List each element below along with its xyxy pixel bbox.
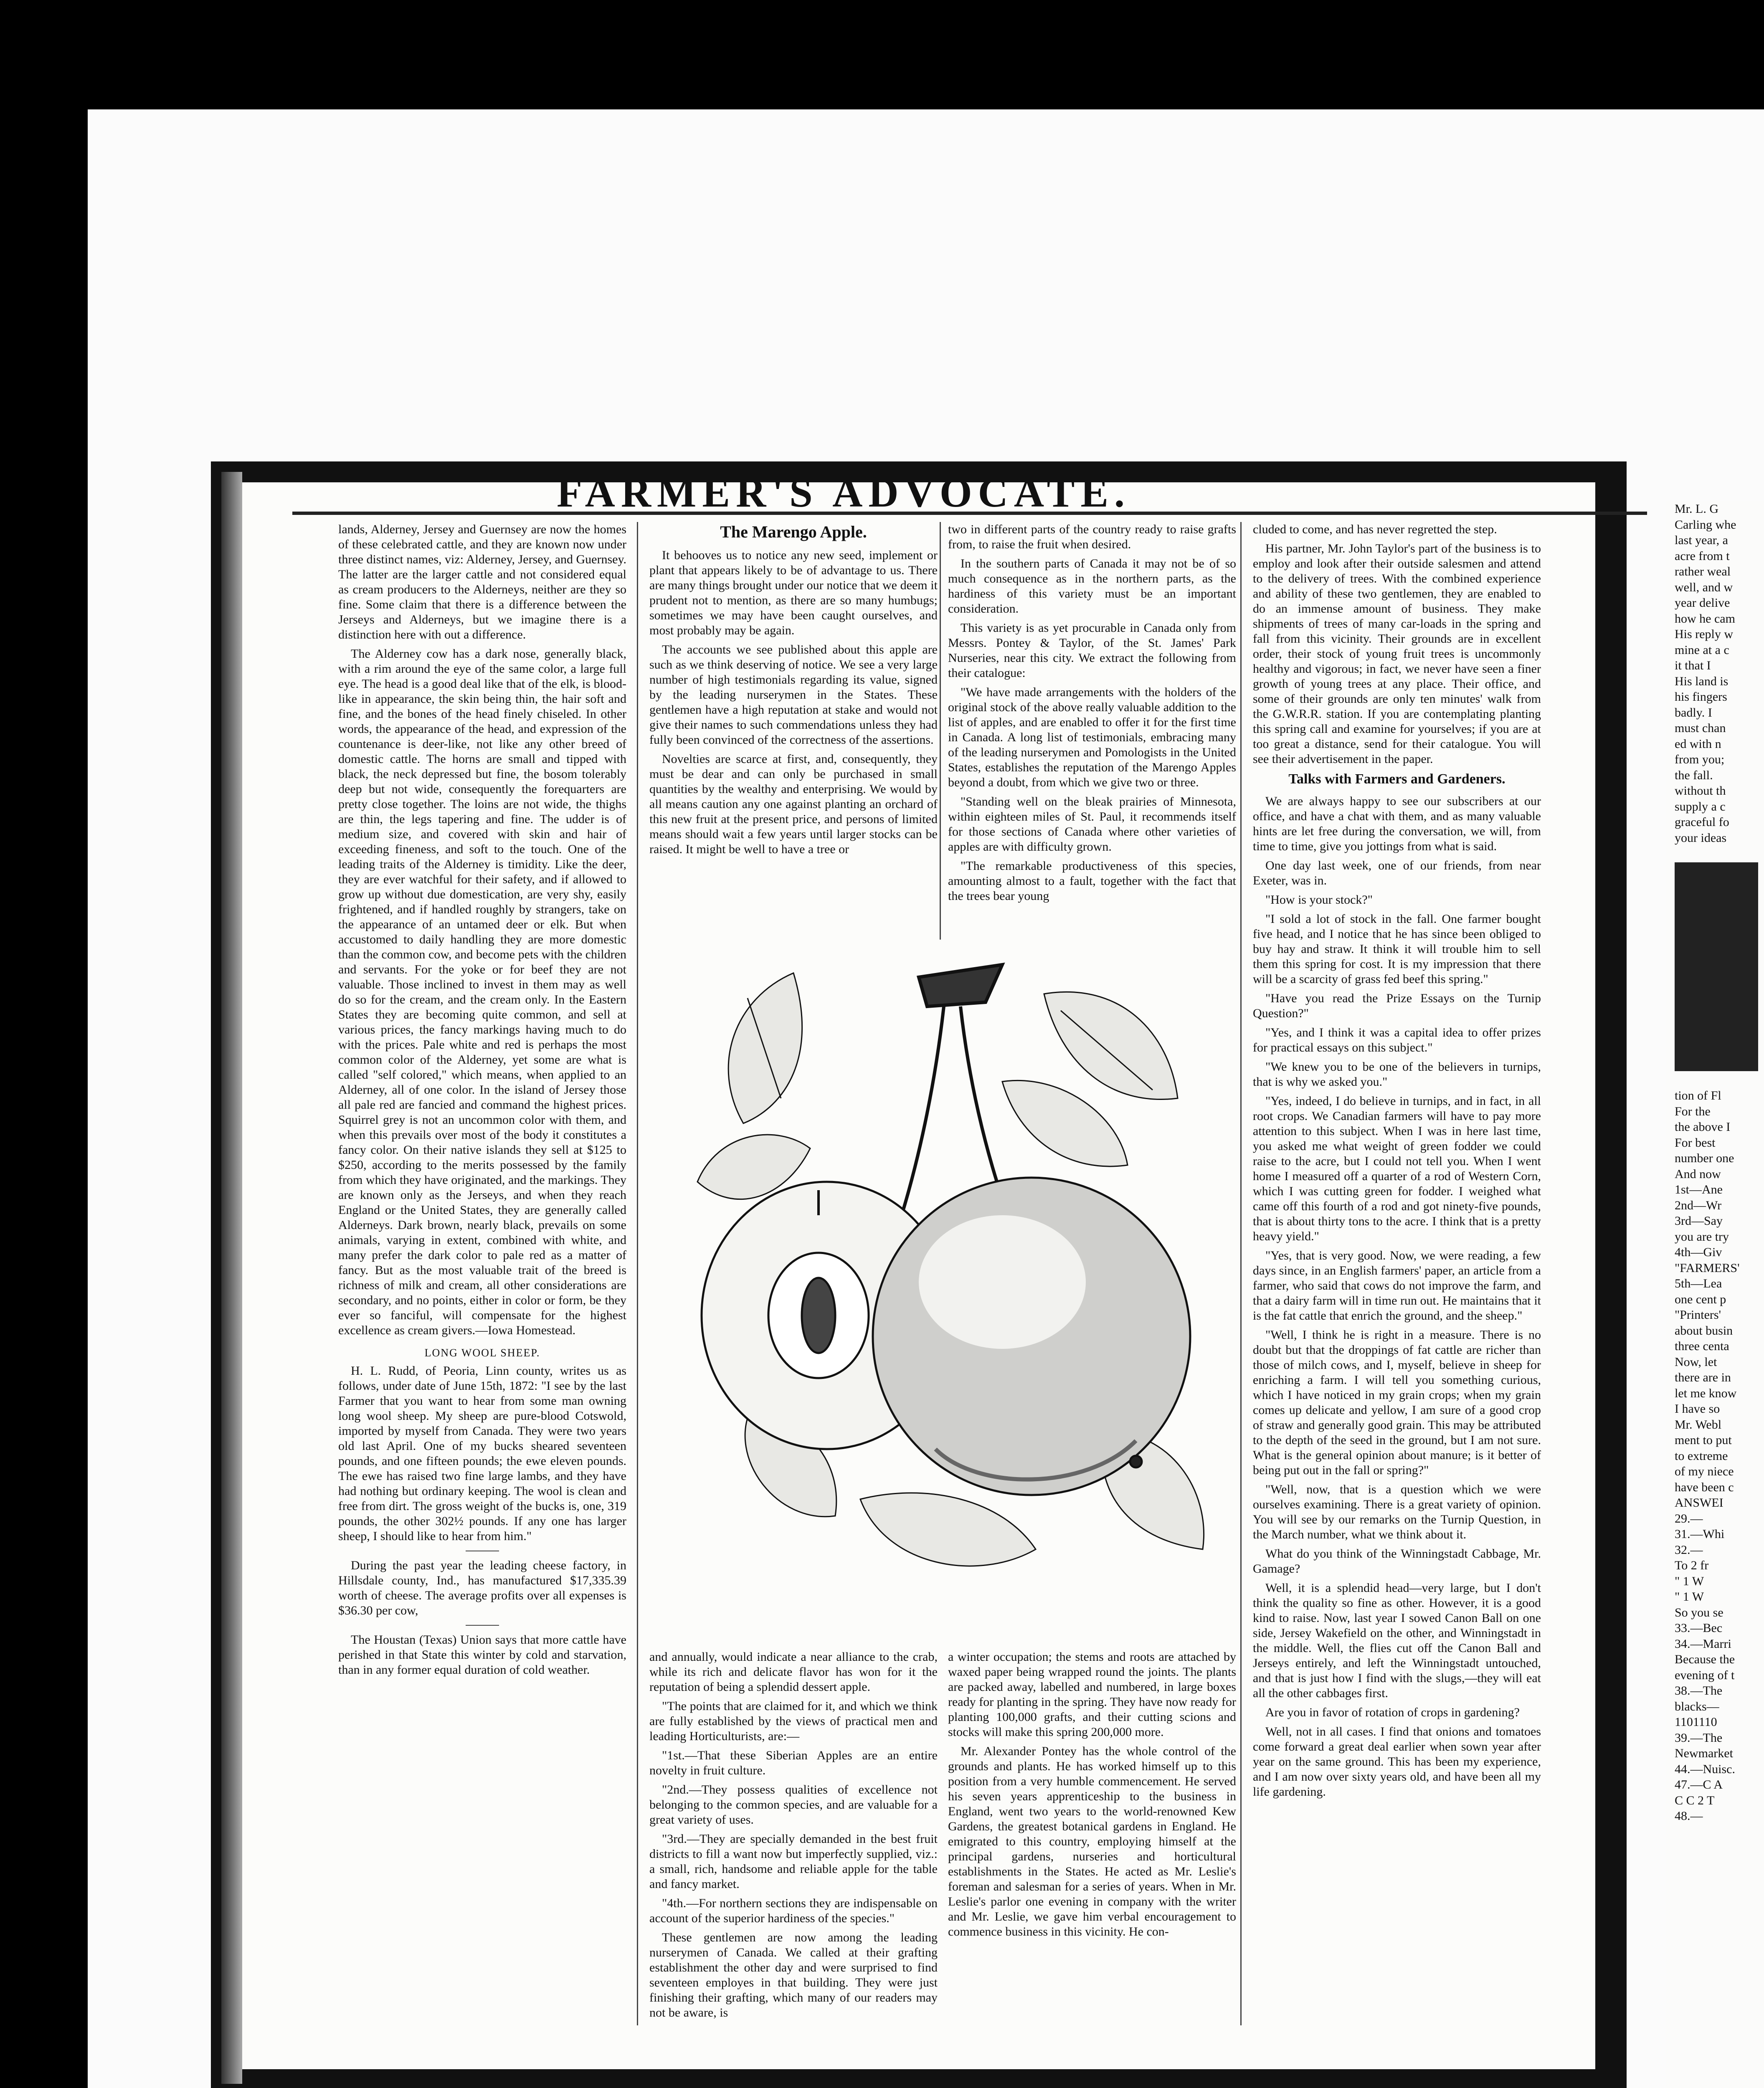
text-fragment: 1st—Ane (1675, 1183, 1723, 1196)
text-fragment: 32.— (1675, 1543, 1703, 1557)
paragraph: "Standing well on the bleak prairies of Minnesota, within eighteen miles of St. Paul, it recommends itself for those sections of Canada where other varieties of apples are with difficulty grown. (948, 795, 1236, 854)
text-fragment: graceful fo (1675, 815, 1729, 829)
paragraph: The accounts we see published about this apple are such as we think deserving of notice. We see a very large number of high testimonials regarding its value, signed by the leading nurserymen in the States. These gentlemen have a high reputation at stake and would not give their names to such commendations unless they had fully been convinced of the correctness of the assertions. (649, 643, 938, 747)
column-3-bottom (948, 1650, 1236, 2025)
text-fragment: C C 2 T (1675, 1793, 1715, 1807)
masthead: FARMER'S ADVOCATE. (556, 469, 1131, 507)
paragraph: The Houstan (Texas) Union says that more cattle have perished in that State this winter by cold and starvation, than in any former equal duration of cold weather. (338, 1633, 626, 1677)
text-fragment: Mr. Webl (1675, 1417, 1722, 1432)
paragraph: Well, it is a splendid head—very large, but I don't think the quality so fine as other. However, it is a good kind to raise. Now, last year I sowed Canon Ball on one side, Jersey Wakefield on the other, and Winningstadt in the middle. Well, the flies cut off the Canon Ball and Jerseys entirely, and left the Winningstadt untouched, and that is just how I find with the slugs,—they will eat all the other cabbages first. (1253, 1581, 1541, 1700)
text-fragment: badly. I (1675, 705, 1712, 720)
text-fragment: 31.—Whi (1675, 1527, 1725, 1541)
text-fragment: how he cam (1675, 611, 1735, 626)
paragraph: "We have made arrangements with the holders of the original stock of the above really valuable addition to the list of apples, and are enabled to offer it for the first time in Canada. A long list of testimonials, embracing many of the leading nurserymen and Pomologists in the United States, establishes the reputation of the Marengo Apples beyond a doubt, from which we give two or three. (948, 685, 1236, 789)
paragraph: "How is your stock?" (1265, 892, 1373, 907)
text-fragment: your ideas (1675, 831, 1727, 845)
text-fragment: you are try (1675, 1229, 1729, 1244)
paragraph: "Yes, that is very good. Now, we were reading, a few days since, in an English farmers' paper, an article from a farmer, who said that cows do not improve the farm, and that a dairy farm will in time run out. He maintains that it is the fat cattle that enrich the ground, and the sheep." (1253, 1248, 1541, 1323)
section-title-talks-with-farmers: Talks with Farmers and Gardeners. (1288, 771, 1505, 787)
paragraph: In the southern parts of Canada it may not be of so much consequence as in the northern parts, as the hardiness of this variety must be an important consideration. (948, 557, 1236, 616)
text-fragment: the above I (1675, 1120, 1731, 1134)
text-fragment: 1101110 (1675, 1715, 1717, 1729)
text-fragment: without th (1675, 784, 1726, 798)
text-fragment: blacks— (1675, 1699, 1719, 1713)
paragraph: Novelties are scarce at first, and, consequently, they must be dear and can only be purchased in small quantities by the wealthy and enterprising. We would by all means caution any one against planting an orchard of this new fruit at the present price, and persons of limited means should wait a few years until larger stocks can be raised. It might be well to have a tree or (649, 752, 938, 856)
text-fragment: Mr. L. G (1675, 502, 1718, 516)
text-fragment: mine at a c (1675, 643, 1729, 657)
text-fragment: So you se (1675, 1605, 1723, 1619)
text-fragment: year delive (1675, 596, 1730, 610)
text-fragment: 38.—The (1675, 1684, 1723, 1698)
paragraph: and annually, would indicate a near alliance to the crab, while its rich and delicate flavor has won for it the reputation of being a splendid dessert apple. (649, 1650, 938, 1694)
decorative-initial-icon (1675, 862, 1758, 1071)
text-fragment: 39.—The (1675, 1731, 1723, 1745)
paragraph: "1st.—That these Siberian Apples are an entire novelty in fruit culture. (649, 1748, 938, 1777)
text-fragment: 3rd—Say (1675, 1214, 1723, 1228)
text-fragment: " 1 W (1675, 1574, 1704, 1588)
column-divider (637, 522, 638, 2025)
column-3-top (948, 522, 1236, 940)
text-fragment: of my niece (1675, 1465, 1734, 1478)
column-divider (940, 522, 941, 940)
marengo-apple-illustration (685, 948, 1244, 1641)
text-fragment: "FARMERS' (1675, 1261, 1740, 1275)
paragraph: What do you think of the Winningstadt Cabbage, Mr. Gamage? (1253, 1546, 1541, 1576)
paragraph: This variety is as yet procurable in Canada only from Messrs. Pontey & Taylor, of the St. James' Park Nurseries, near this city. We extract the following from their catalogue: (948, 621, 1236, 680)
paragraph: "Well, I think he is right in a measure. There is no doubt but that the droppings of fat cattle are richer than those of milch cows, and I, myself, believe in sheep for enriching a farm. I will tell you something curious, which I have noticed in my grain crops; when my grain comes up delicate and yellow, I am sure of a good crop of straw and generally good grain. This may be attributed to the depth of the seed in the ground, but I am not sure. What is the general opinion about manure; is it better of being put out in the fall or spring?" (1253, 1328, 1541, 1477)
text-fragment: His land is (1675, 674, 1729, 688)
text-fragment: about busin (1675, 1323, 1733, 1338)
paragraph: Are you in favor of rotation of crops in gardening? (1265, 1705, 1520, 1719)
paragraph: It behooves us to notice any new seed, implement or plant that appears likely to be of advantage to us. There are many things brought under our notice that we deem it prudent not to mention, as there are so many humbugs; sometimes we may have been caught ourselves, and most probably may be again. (649, 548, 938, 637)
paragraph: The Alderney cow has a dark nose, generally black, with a rim around the eye of the same color, a large full eye. The head is a good deal like that of the elk, is blood-like in appearance, the skin being thin, the hair soft and fine, and the bones of the head finely chiseled. In other words, the appearance of the head, and expression of the countenance is deer-like, not like any other breed of domestic cattle. The horns are small and tipped with black, the neck depressed but fine, the bosom tolerably deep but not wide, consequently the forequarters are pretty close together. The loins are not wide, the thighs are thin, the legs tapering and fine. The udder is of medium size, and covered with skin and hair of exceeding fineness, and soft to the touch. One of the leading traits of the Alderney is timidity. Like the deer, they are ever watchful for their safety, and if allowed to grow up without due domestication, are very shy, easily frightened, and if handled roughly by strangers, take on the appearance of an untamed deer or elk. But when accustomed to daily handling they are more domestic than the common cow, and become pets with the children and servants. For the yoke or for beef they are not valuable. Those inclined to invest in them may as well do so for the cream, and the cream only. In the Eastern States they are becoming quite common, and sell at various prices, the fancy markings having much to do with the prices. Pale white and red is perhaps the most common color of the Alderney, yet some are what is called "self colored," which means, when applied to an Alderney, all of one color. In the island of Jersey those all pale red are fancied and command the highest prices. Squirrel grey is not an uncommon color with them, and when this prevails over most of the body it constitutes a fancy color. On their native islands they sell at $125 to $250, according to the merits possessed by the family from which they have originated, and the markings. They are known only as the Jerseys, and when they reach England or the United States, they are generally called Alderneys. Dark brown, nearly black, prevails on some animals, varying in extent, combined with white, and many prefer the dark color to pale red as a matter of fancy. But as the most valuable trait of the breed is richness of milk and cream, all other considerations are secondary, and no points, either in color or form, be they ever so fanciful, will compensate for the highest excellence as cream givers.—Iowa Homestead. (338, 647, 626, 1337)
column-4 (1253, 522, 1541, 2025)
text-fragment: ANSWEI (1675, 1496, 1723, 1510)
facing-page-strip (1666, 501, 1764, 2088)
text-fragment: to extreme (1675, 1449, 1728, 1463)
paragraph: "3rd.—They are specially demanded in the best fruit districts to fill a want now but imperfectly supplied, viz.: a small, rich, handsome and reliable apple for the table and fancy market. (649, 1832, 938, 1891)
text-fragment: And now (1675, 1167, 1721, 1181)
text-fragment: Now, let (1675, 1355, 1717, 1369)
facing-page-text-top (1666, 501, 1764, 846)
paragraph: "We knew you to be one of the believers in turnips, that is why we asked you." (1253, 1059, 1541, 1089)
text-fragment: For the (1675, 1104, 1711, 1118)
text-fragment: number one (1675, 1151, 1734, 1165)
paragraph: lands, Alderney, Jersey and Guernsey are now the homes of these celebrated cattle, and they are known now under three distinct names, viz: Alderney, Jersey, and Guernsey. The latter are the larger cattle and not considered equal as cream producers to the Alderneys, neither are they so fine. Some claim that there is a difference between the Jerseys and Alderneys, but we imagine there is a distinction here with out a difference. (338, 522, 626, 641)
text-fragment: 48.— (1675, 1809, 1703, 1823)
text-fragment: 29.— (1675, 1511, 1703, 1525)
facing-page-text-bottom (1666, 1088, 1764, 1824)
paragraph: One day last week, one of our friends, from near Exeter, was in. (1253, 858, 1541, 887)
paragraph: These gentlemen are now among the leading nurserymen of Canada. We called at their grafting establishment the other day and were surprised to find seventeen employes in that building. They were just finishing their grafting, which many of our readers may not be aware, is (649, 1931, 938, 2020)
paragraph: His partner, Mr. John Taylor's part of the business is to employ and look after their outside salesmen and attend to the delivery of trees. With the combined experience and ability of these two gentlemen, they are enabled to do an immense amount of business. They make shipments of trees of many car-loads in the spring and fall from this vicinity. Their grounds are in excellent order, their stock of young fruit trees is uncommonly healthy and vigorous; in fact, we never have seen a finer growth of young trees at any place. Their office, and some of their grounds are only ten minutes' walk from the G.W.R.R. station. If you are contemplating planting this spring call and examine for yourselves; if you are at too great a distance, send for their catalogue. You will see their advertisement in the paper. (1253, 542, 1541, 766)
text-fragment: ed with n (1675, 737, 1721, 751)
text-fragment: ment to put (1675, 1433, 1732, 1447)
text-fragment: last year, a (1675, 533, 1728, 547)
paragraph: "I sold a lot of stock in the fall. One farmer bought five head, and I notice that he has since been obliged to buy hay and straw. It think it will trouble him to sell them this spring for cost. It is my impression that there will be a scarcity of grass fed beef this spring." (1253, 912, 1541, 986)
paragraph: "Yes, and I think it was a capital idea to offer prizes for practical essays on this subject." (1253, 1025, 1541, 1054)
text-fragment: three centa (1675, 1339, 1729, 1353)
paragraph: a winter occupation; the stems and roots are attached by waxed paper being wrapped round the joints. The plants are packed away, labelled and numbered, in large boxes ready for planting in the spring. They have now ready for planting 100,000 grafts, and their cutting scions and stocks will make this spring 200,000 more. (948, 1650, 1236, 1739)
text-fragment: one cent p (1675, 1292, 1726, 1306)
page-gutter (221, 472, 242, 2084)
text-fragment: let me know (1675, 1386, 1737, 1400)
separator (466, 1625, 499, 1626)
text-fragment: 34.—Marri (1675, 1637, 1731, 1651)
text-fragment: must chan (1675, 721, 1726, 735)
text-fragment: there are in (1675, 1371, 1731, 1384)
text-fragment: "Printers' (1675, 1308, 1721, 1322)
text-fragment: the fall. (1675, 768, 1713, 782)
text-fragment: 4th—Giv (1675, 1245, 1722, 1259)
text-fragment: 33.—Bec (1675, 1621, 1723, 1635)
paragraph: During the past year the leading cheese factory, in Hillsdale county, Ind., has manufactured $17,335.39 worth of cheese. The average profits over all expenses is $36.30 per cow, (338, 1558, 626, 1618)
text-fragment: acre from t (1675, 549, 1730, 563)
column-2-top (649, 522, 938, 940)
paragraph: "The remarkable productiveness of this species, amounting almost to a fault, together with the fact that the trees bear young (948, 859, 1236, 903)
section-title-long-wool-sheep: LONG WOOL SHEEP. (424, 1347, 540, 1359)
paragraph: We are always happy to see our subscribers at our office, and have a chat with them, and as many valuable hints are let free during the conversation, we will, from time to time, give you jottings from what is said. (1253, 794, 1541, 853)
paragraph: "The points that are claimed for it, and which we think are fully established by the views of practical men and leading Horticulturists, are:— (649, 1699, 938, 1743)
text-fragment: rather weal (1675, 565, 1731, 578)
text-fragment: His reply w (1675, 627, 1733, 641)
text-fragment: supply a c (1675, 799, 1726, 813)
text-fragment: from you; (1675, 753, 1725, 766)
text-fragment: his fingers (1675, 690, 1727, 704)
paragraph: "4th.—For northern sections they are indispensable on account of the superior hardiness of the species." (649, 1896, 938, 1925)
text-fragment: 44.—Nuisc. (1675, 1762, 1735, 1776)
text-fragment: To 2 fr (1675, 1558, 1709, 1572)
paragraph: "Well, now, that is a question which we were ourselves examining. There is a great variety of opinion. You will see by our remarks on the Turnip Question, in the March number, what we think about it. (1253, 1482, 1541, 1541)
whole-apple-icon (873, 1178, 1190, 1495)
text-fragment: have been c (1675, 1480, 1734, 1494)
article-title-marengo-apple: The Marengo Apple. (720, 522, 867, 541)
text-fragment: 47.—C A (1675, 1778, 1723, 1792)
text-fragment: " 1 W (1675, 1590, 1704, 1604)
paragraph: H. L. Rudd, of Peoria, Linn county, writes us as follows, under date of June 15th, 1872: "I see by the last Farmer that you want to hear from some man owning long wool sheep. My sheep are pure-blood Cotswold, imported by myself from Canada. They were two years old last April. One of my bucks sheared seventeen pounds, and one fifteen pounds; the ewe eleven pounds. The ewe has raised two fine large lambs, and they have had nothing but ordinary keeping. The wool is clean and free from dirt. The gross weight of the bucks is, one, 319 pounds, the other 302½ pounds. If any one has larger sheep, I should like to hear from him." (338, 1364, 626, 1543)
text-fragment: tion of Fl (1675, 1089, 1721, 1102)
text-fragment: evening of t (1675, 1668, 1735, 1682)
text-fragment: Newmarket (1675, 1746, 1733, 1760)
text-fragment: 5th—Lea (1675, 1277, 1722, 1290)
paragraph: "2nd.—They possess qualities of excellence not belonging to the common species, and are valuable for a great variety of uses. (649, 1783, 938, 1827)
text-fragment: Carling whe (1675, 517, 1736, 532)
paragraph: cluded to come, and has never regretted the step. (1253, 522, 1497, 536)
paragraph: Mr. Alexander Pontey has the whole control of the grounds and plants. He has worked himself up to this position from a very humble commencement. He served his seven years apprenticeship to the business in England, went two years to the world-renowned Kew Gardens, the greatest botanical gardens in England. He emigrated to this country, employing himself at the principal gardens, nurseries and horticultural establishments in the States. He acted as Mr. Leslie's foreman and salesman for a series of years. When in Mr. Leslie's parlor one evening in company with the writer and Mr. Leslie, we gave him verbal encouragement to commence business in this vicinity. He con- (948, 1744, 1236, 1938)
paragraph: "Yes, indeed, I do believe in turnips, and in fact, in all root crops. We Canadian farmers will have to pay more attention to this subject. When I was in here last time, you asked me what weight of green fodder we could raise to the acre, but I could not tell you. When I went home I measured off a quarter of a rod of Western Corn, which I was cutting green for fodder. I weighed what came off this fourth of a rod and got ninety-five pounds, that is about thirty tons to the acre. I think that is a pretty heavy yield." (1253, 1094, 1541, 1243)
text-fragment: For best (1675, 1135, 1716, 1150)
column-2-bottom (649, 1650, 938, 2025)
text-fragment: 2nd—Wr (1675, 1198, 1722, 1212)
text-fragment: well, and w (1675, 580, 1733, 594)
text-fragment: I have so (1675, 1402, 1720, 1416)
paragraph: two in different parts of the country ready to raise grafts from, to raise the fruit when desired. (948, 522, 1236, 551)
paragraph: "Have you read the Prize Essays on the Turnip Question?" (1253, 991, 1541, 1020)
masthead-rule (292, 512, 1647, 515)
column-1 (338, 522, 626, 1837)
text-fragment: Because the (1675, 1652, 1735, 1666)
text-fragment: it that I (1675, 659, 1711, 672)
paragraph: Well, not in all cases. I find that onions and tomatoes come forward a great deal earlier when sown year after year on the same ground. This has been my experience, and I am now over sixty years old, and have been all my life gardening. (1253, 1724, 1541, 1799)
